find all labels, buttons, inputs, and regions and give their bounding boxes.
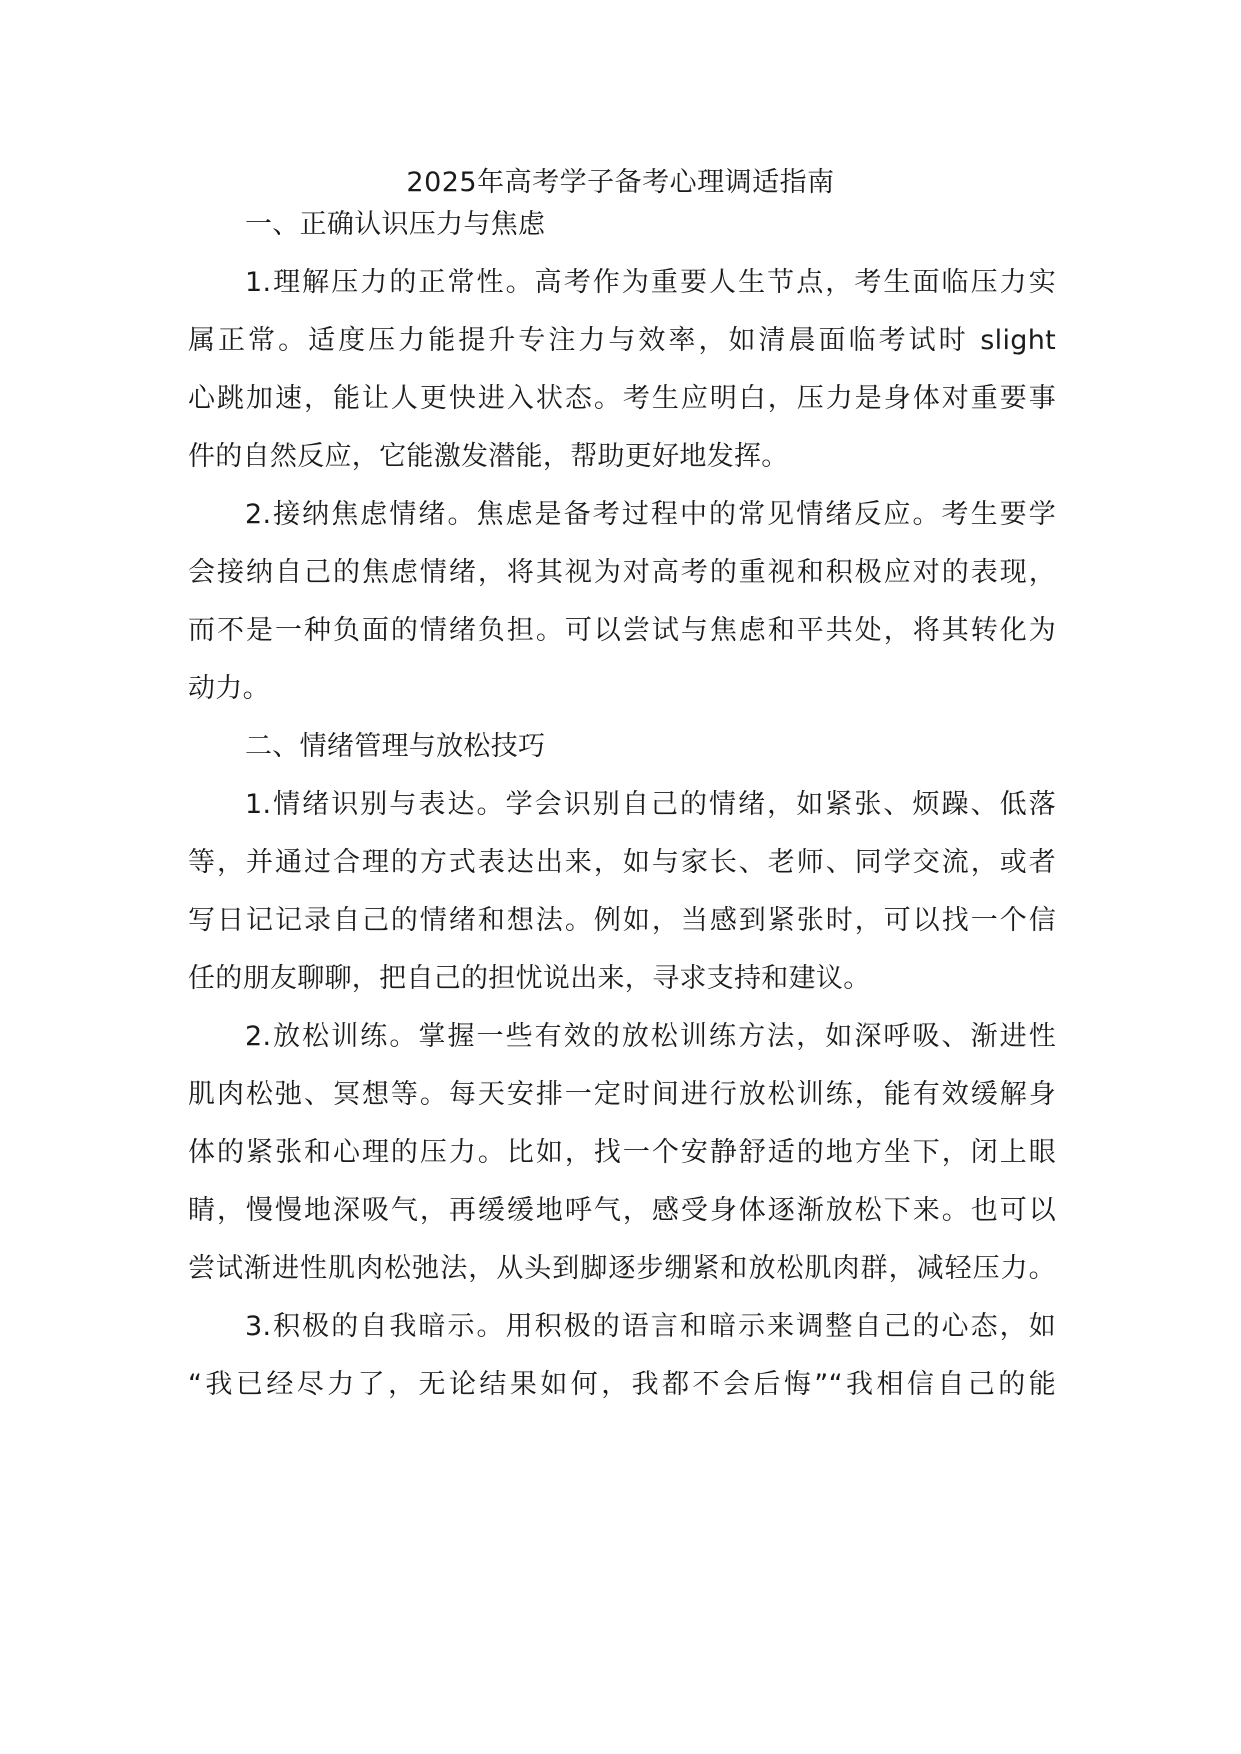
paragraph-line: 1.情绪识别与表达。学会识别自己的情绪，如紧张、烦躁、低落 [245, 789, 1056, 820]
paragraph-line: 3.积极的自我暗示。用积极的语言和暗示来调整自己的心态，如 [245, 1311, 1056, 1342]
paragraph-line: 睛，慢慢地深吸气，再缓缓地呼气，感受身体逐渐放松下来。也可以 [188, 1195, 1056, 1226]
paragraph-line: 写日记记录自己的情绪和想法。例如，当感到紧张时，可以找一个信 [188, 905, 1056, 936]
paragraph-line: 1.理解压力的正常性。高考作为重要人生节点，考生面临压力实 [245, 267, 1056, 298]
paragraph-line: 属正常。适度压力能提升专注力与效率，如清晨面临考试时 slight [188, 325, 1056, 356]
section-heading-1: 一、正确认识压力与焦虑 [245, 209, 546, 240]
paragraph-line: 肌肉松弛、冥想等。每天安排一定时间进行放松训练，能有效缓解身 [188, 1079, 1056, 1110]
paragraph-line: 任的朋友聊聊，把自己的担忧说出来，寻求支持和建议。 [188, 963, 871, 994]
paragraph-line: 体的紧张和心理的压力。比如，找一个安静舒适的地方坐下，闭上眼 [188, 1137, 1056, 1168]
paragraph-line: 动力。 [188, 673, 270, 704]
paragraph-line: 2.接纳焦虑情绪。焦虑是备考过程中的常见情绪反应。考生要学 [245, 499, 1056, 530]
paragraph-line: 件的自然反应，它能激发潜能，帮助更好地发挥。 [188, 441, 789, 472]
paragraph-line: 2.放松训练。掌握一些有效的放松训练方法，如深呼吸、渐进性 [245, 1021, 1056, 1052]
document-title: 2025年高考学子备考心理调适指南 [406, 167, 835, 198]
paragraph-line: 会接纳自己的焦虑情绪，将其视为对高考的重视和积极应对的表现， [188, 557, 1056, 588]
section-heading-2: 二、情绪管理与放松技巧 [245, 731, 546, 762]
paragraph-line: 而不是一种负面的情绪负担。可以尝试与焦虑和平共处，将其转化为 [188, 615, 1056, 646]
paragraph-line: 等，并通过合理的方式表达出来，如与家长、老师、同学交流，或者 [188, 847, 1056, 878]
paragraph-line: “我已经尽力了，无论结果如何，我都不会后悔”“我相信自己的能 [188, 1369, 1056, 1400]
paragraph-line: 尝试渐进性肌肉松弛法，从头到脚逐步绷紧和放松肌肉群，减轻压力。 [188, 1253, 1056, 1284]
paragraph-line: 心跳加速，能让人更快进入状态。考生应明白，压力是身体对重要事 [188, 383, 1056, 414]
